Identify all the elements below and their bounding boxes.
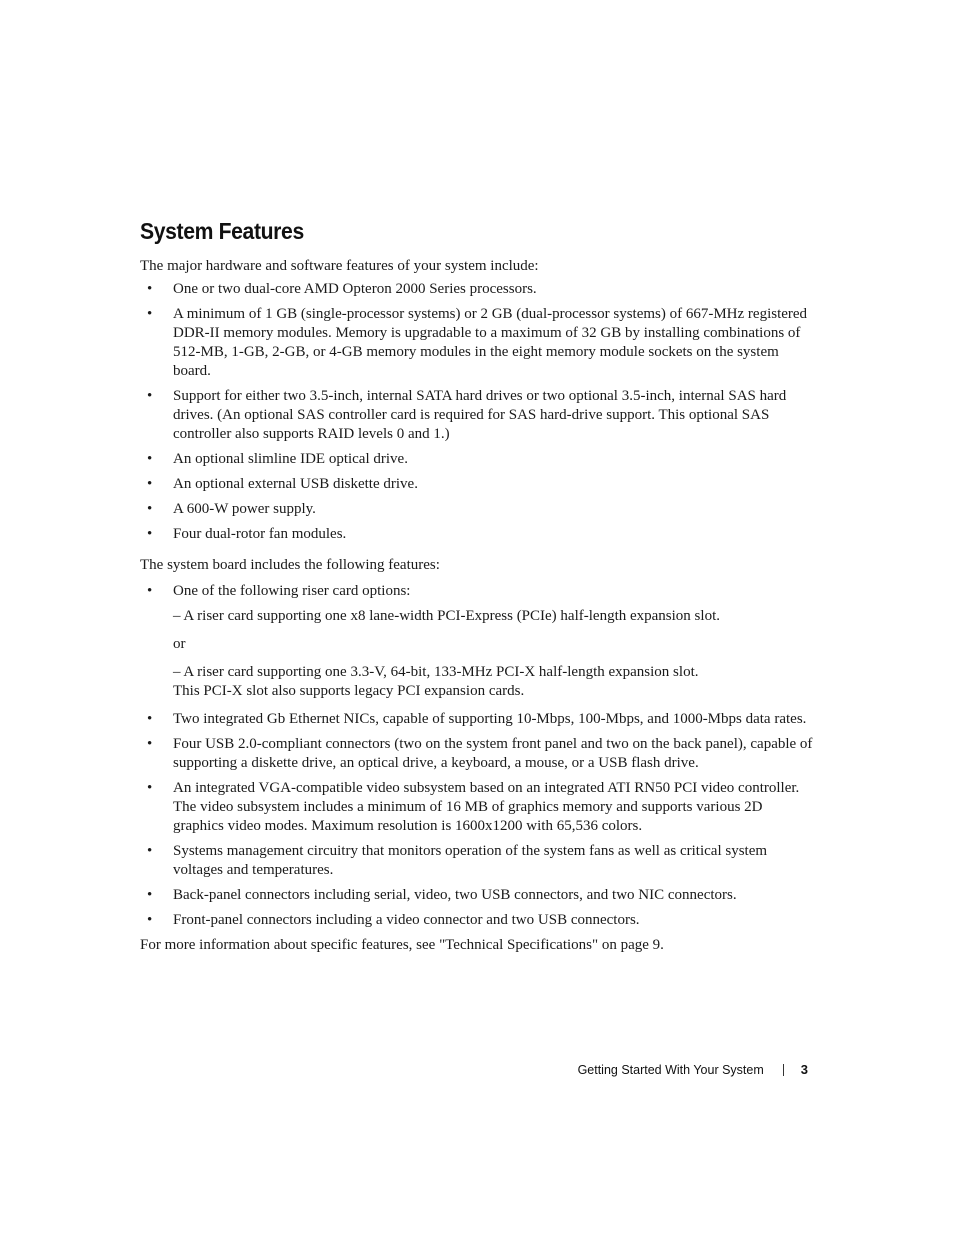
riser-option-or: or (173, 636, 186, 652)
riser-options-label: One of the following riser card options: (173, 583, 411, 599)
list-item: • A minimum of 1 GB (single-processor systems) or 2 GB (dual-processor systems) of 667-MHz registered DDR-II memory modules. Memory is upgradable to a maximum of 32 GB by installing combinations of 512-MB, 1-GB, 2-GB, or 4-GB memory modules in the eight memory module sockets on the system board. (140, 305, 814, 381)
list-item: • Back-panel connectors including serial, video, two USB connectors, and two NIC connectors. (140, 886, 814, 905)
board-features-list-continued (140, 710, 814, 930)
list-item: • One or two dual-core AMD Opteron 2000 Series processors. (140, 280, 814, 299)
list-item: • Front-panel connectors including a video connector and two USB connectors. (140, 911, 814, 930)
list-item: • Support for either two 3.5-inch, internal SATA hard drives or two optional 3.5-inch, internal SAS hard drives. (An optional SAS controller card is required for SAS hard-drive support. This optional SAS controller also supports RAID levels 0 and 1.) (140, 387, 814, 444)
list-item: • An optional external USB diskette drive. (140, 475, 814, 494)
riser-option-pcie: – A riser card supporting one x8 lane-width PCI-Express (PCIe) half-length expansion slot. (173, 608, 720, 624)
features-intro: The major hardware and software features of your system include: (140, 258, 539, 274)
riser-option-pcix-line1: – A riser card supporting one 3.3-V, 64-bit, 133-MHz PCI-X half-length expansion slot. (173, 664, 699, 680)
features-list (140, 280, 814, 544)
riser-option-pcix-line2: This PCI-X slot also supports legacy PCI expansion cards. (173, 683, 525, 699)
riser-option-pcix (140, 663, 814, 701)
list-item: • An optional slimline IDE optical drive. (140, 450, 814, 469)
closing-reference: For more information about specific features, see "Technical Specifications" on page 9. (140, 937, 664, 953)
footer-separator (783, 1064, 784, 1076)
page-content (140, 216, 814, 955)
list-item: • Four USB 2.0-compliant connectors (two on the system front panel and two on the back panel), capable of supporting a diskette drive, an optical drive, a keyboard, a mouse, or a USB flash drive. (140, 735, 814, 773)
board-features-list (140, 582, 814, 601)
section-heading: System Features (140, 218, 304, 244)
footer-title: Getting Started With Your System (577, 1063, 764, 1077)
list-item: • Systems management circuitry that monitors operation of the system fans as well as critical system voltages and temperatures. (140, 842, 814, 880)
list-item: • An integrated VGA-compatible video subsystem based on an integrated ATI RN50 PCI video controller. The video subsystem includes a minimum of 16 MB of graphics memory and supports various 2D graphics video modes. Maximum resolution is 1600x1200 with 65,536 colors. (140, 779, 814, 836)
list-item: • A 600-W power supply. (140, 500, 814, 519)
riser-options-item (140, 582, 814, 601)
list-item: • Two integrated Gb Ethernet NICs, capable of supporting 10-Mbps, 100-Mbps, and 1000-Mbps data rates. (140, 710, 814, 729)
board-features-intro: The system board includes the following features: (140, 557, 440, 573)
page-number: 3 (800, 1062, 808, 1077)
page-footer (578, 1061, 808, 1079)
list-item: • Four dual-rotor fan modules. (140, 525, 814, 544)
